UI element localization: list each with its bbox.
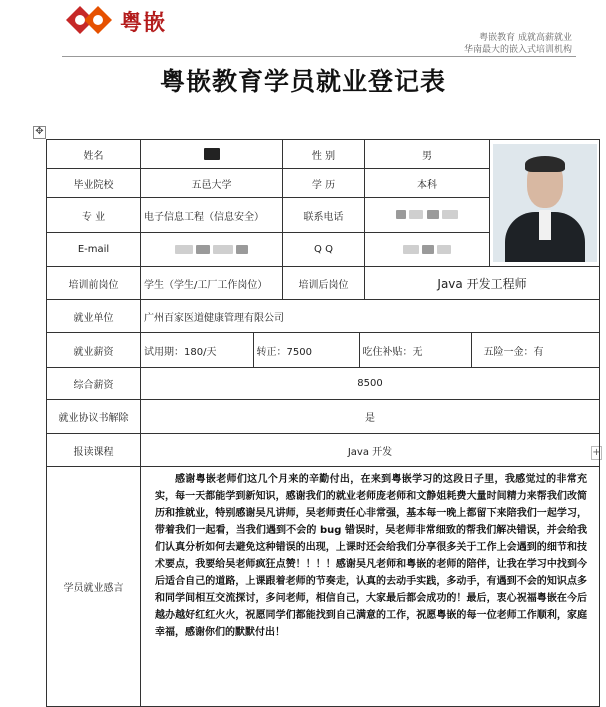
- slogan-line2: 华南最大的嵌入式培训机构: [463, 45, 572, 55]
- slogan-line1: 粤嵌教育 成就高薪就业: [479, 33, 572, 43]
- major-value: 电子信息工程（信息安全）: [141, 198, 283, 233]
- major-label: 专 业: [47, 198, 141, 233]
- table-row: [47, 467, 600, 707]
- school-value: 五邑大学: [141, 169, 283, 198]
- feedback-paragraph: 感谢粤嵌老师们这几个月来的辛勤付出，在来到粤嵌学习的这段日子里，我感觉过的非常充实，每一天都能学到新知识，感谢我们的就业老师庞老师和文静姐耗费大量时间精力来帮我们改简历和推就业，特别感谢吴凡讲师，吴老师责任心非常强，基本每一晚上都留下来陪我们一起学习，带着我们一起看，当我们遇到不会的 bug 错误时，吴老师非常细致的帮我们解决错误，并会给我们认真分析如何去避免这种错误的出现，上课时还会给我们分享很多关于工作上会遇到的细节和技术要点，我要给吴老师疯狂点赞！！！！感谢吴凡老师和粤嵌的老师的陪伴，让我在学习中找到今后适合自己的道路，上课跟着老师的节奏走，认真的去动手实践，多动手，有遇到不会的知识点多和同学间相互交流探讨，多问老师，相信自己，大家最后都会成功的！最后，衷心祝福粤嵌在今后越办越好红红火火，祝愿同学们都能找到自己满意的工作，祝愿粤嵌的每一位老师工作顺利，家庭幸福，感谢你们的默默付出！: [155, 474, 587, 638]
- qq-value: [365, 233, 490, 267]
- student-photo: [493, 144, 597, 262]
- header-divider: [62, 56, 576, 57]
- photo-cell: [490, 140, 600, 267]
- course-value: Java 开发: [141, 434, 600, 467]
- probation-salary: 试用期：180/天: [141, 333, 253, 367]
- pre-job-value: 学生（学生/工厂工作岗位）: [141, 267, 283, 300]
- feedback-label: 学员就业感言: [47, 467, 141, 707]
- table-row: [47, 140, 600, 169]
- total-salary-value: 8500: [141, 368, 600, 400]
- table-add-row-icon[interactable]: +: [592, 447, 601, 458]
- table-row: [47, 267, 600, 300]
- regular-salary: 转正：7500: [253, 333, 359, 367]
- gender-label: 性 别: [283, 140, 365, 169]
- name-label: 姓名: [47, 140, 141, 169]
- course-label: 报读课程: [47, 434, 141, 467]
- insurance-benefit: 五险一金：有: [483, 346, 544, 358]
- agreement-value: 是: [141, 400, 600, 434]
- table-row: [47, 300, 600, 333]
- phone-value: [365, 198, 490, 233]
- logo-text: 粤嵌: [120, 11, 167, 36]
- table-row: [47, 368, 600, 400]
- table-row: [47, 333, 600, 368]
- post-job-value: Java 开发工程师: [365, 267, 600, 300]
- employer-label: 就业单位: [47, 300, 141, 333]
- logo-mark-icon: [62, 2, 118, 36]
- gender-value: 男: [365, 140, 490, 169]
- meal-allowance: 吃住补贴：无: [359, 333, 471, 367]
- salary-details: [141, 333, 600, 368]
- agreement-label: 就业协议书解除: [47, 400, 141, 434]
- table-move-handle-icon[interactable]: ✥: [33, 126, 46, 139]
- education-value: 本科: [365, 169, 490, 198]
- name-value: [141, 140, 283, 169]
- email-value: [141, 233, 283, 267]
- employer-value: 广州百家医道健康管理有限公司: [141, 300, 600, 333]
- salary-label: 就业薪资: [47, 333, 141, 368]
- table-row: [47, 400, 600, 434]
- qq-label: Q Q: [283, 233, 365, 267]
- registration-table: [46, 139, 600, 707]
- post-job-label: 培训后岗位: [283, 267, 365, 300]
- phone-label: 联系电话: [283, 198, 365, 233]
- education-label: 学 历: [283, 169, 365, 198]
- page-title: 粤嵌教育学员就业登记表: [159, 67, 446, 96]
- pre-job-label: 培训前岗位: [47, 267, 141, 300]
- email-label: E-mail: [47, 233, 141, 267]
- school-label: 毕业院校: [47, 169, 141, 198]
- feedback-text: [141, 467, 600, 707]
- table-row: [47, 434, 600, 467]
- total-salary-label: 综合薪资: [47, 368, 141, 400]
